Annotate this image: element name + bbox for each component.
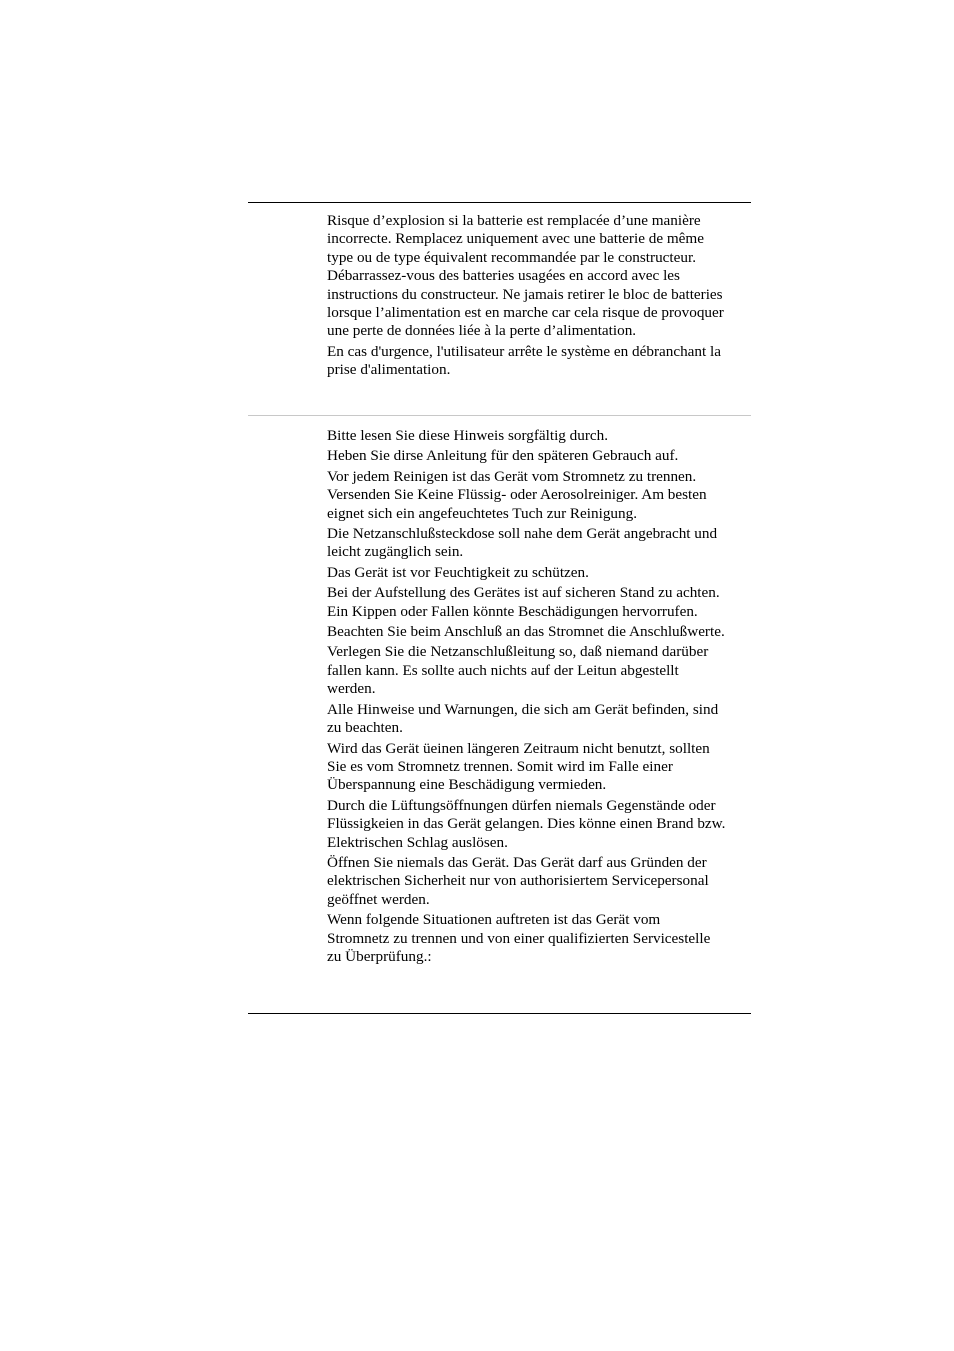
paragraph: Beachten Sie beim Anschluß an das Stromnet die Anschlußwerte.	[327, 623, 725, 641]
paragraph: En cas d'urgence, l'utilisateur arrête le système en débranchant la prise d'alimentation.	[327, 342, 721, 379]
german-safety-instructions	[327, 427, 755, 968]
paragraph: Öffnen Sie niemals das Gerät. Das Gerät darf aus Gründen der elektrischen Sicherheit nur von authorisiertem Servicepersonal geöffnet werden.	[327, 853, 709, 908]
paragraph: Bitte lesen Sie diese Hinweis sorgfältig durch.	[327, 427, 609, 444]
paragraph: Wenn folgende Situationen auftreten ist das Gerät vom Stromnetz zu trennen und von einer qualifizierten Servicestelle zu Überprüfung.:	[327, 911, 711, 965]
paragraph: Die Netzanschlußsteckdose soll nahe dem Gerät angebracht und leicht zugänglich sein.	[327, 525, 718, 561]
french-battery-warning	[327, 212, 755, 382]
paragraph: Alle Hinweise und Warnungen, die sich am Gerät befinden, sind zu beachten.	[327, 700, 719, 737]
paragraph: Verlegen Sie die Netzanschlußleitung so, daß niemand darüber fallen kann. Es sollte auch nichts auf der Leitun abgestellt werden.	[327, 643, 709, 698]
top-divider	[248, 202, 751, 203]
paragraph: Heben Sie dirse Anleitung für den späteren Gebrauch auf.	[327, 447, 679, 465]
paragraph: Bei der Aufstellung des Gerätes ist auf sicheren Stand zu achten. Ein Kippen oder Fallen könnte Beschädigungen hervorrufen.	[327, 584, 720, 620]
paragraph: Durch die Lüftungsöffnungen dürfen niemals Gegenstände oder Flüssigkeien in das Gerät gelangen. Dies könne einen Brand bzw. Elektrischen Schlag auslösen.	[327, 796, 726, 851]
section-divider	[248, 415, 751, 416]
paragraph: Das Gerät ist vor Feuchtigkeit zu schützen.	[327, 563, 589, 581]
paragraph: Vor jedem Reinigen ist das Gerät vom Stromnetz zu trennen. Versenden Sie Keine Flüssig- oder Aerosolreiniger. Am besten eignet sich ein angefeuchtetes Tuch zur Reinigung.	[327, 467, 707, 522]
paragraph: Risque d’explosion si la batterie est remplacée d’une manière incorrecte. Remplacez uniquement avec une batterie de même type ou de type équivalent recommandée par le constructeur. Débarrassez-vous des batteries usagées en accord avec les instructions du constructeur. Ne jamais retirer le bloc de batteries lorsque l’alimentation est en marche car cela risque de provoquer une perte de données liée à la perte d’alimentation.	[327, 212, 724, 340]
bottom-divider	[248, 1013, 751, 1014]
paragraph: Wird das Gerät üeinen längeren Zeitraum nicht benutzt, sollten Sie es vom Stromnetz trennen. Somit wird im Falle einer Überspannung eine Beschädigung vermieden.	[327, 739, 710, 794]
